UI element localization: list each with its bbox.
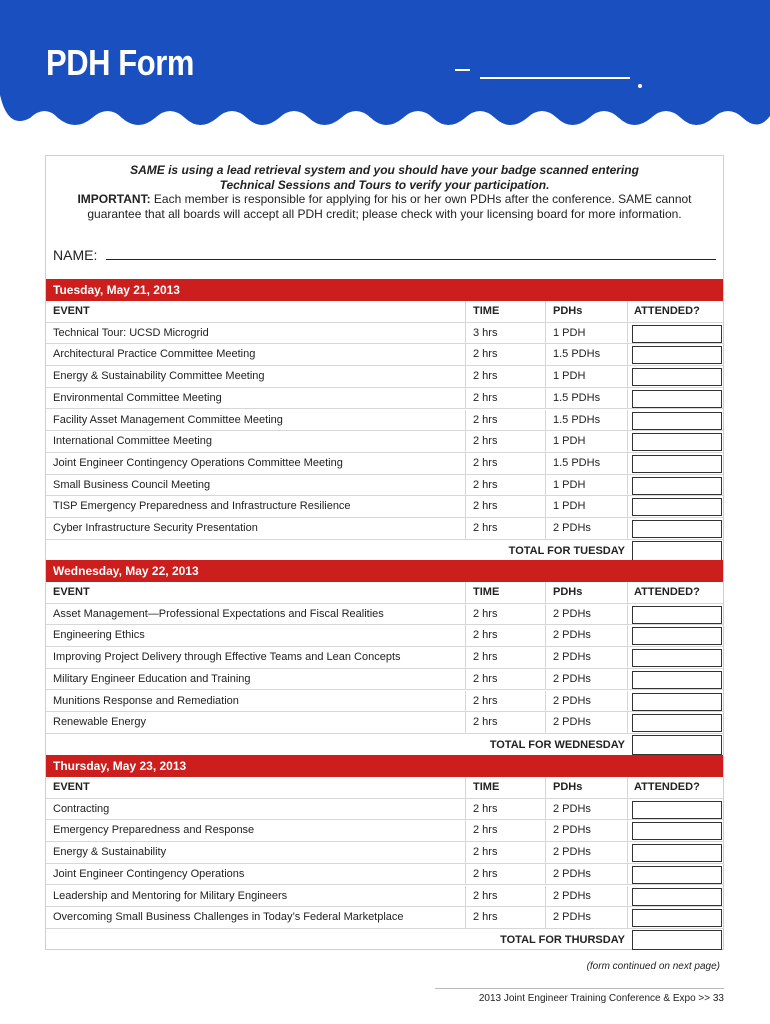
total-row — [46, 540, 723, 562]
attended-checkbox[interactable] — [632, 390, 722, 408]
day-header: Tuesday, May 21, 2013 — [46, 279, 723, 301]
attended-checkbox[interactable] — [632, 866, 722, 884]
table-row — [46, 366, 723, 388]
event-time: 2 hrs — [473, 694, 498, 707]
event-name: Facility Asset Management Committee Meeting — [53, 413, 283, 426]
event-name: International Committee Meeting — [53, 435, 212, 448]
important-text: Each member is responsible for applying for his or her own PDHs after the conference. SAME cannot — [150, 192, 692, 206]
event-name: Energy & Sustainability — [53, 846, 167, 859]
event-pdhs: 1 PDH — [553, 478, 586, 491]
table-row — [46, 820, 723, 842]
event-name: Architectural Practice Committee Meeting — [53, 348, 256, 361]
page-footer: 2013 Joint Engineer Training Conference & Expo >> 33 — [478, 993, 724, 1004]
column-header-row — [46, 582, 723, 604]
table-row — [46, 669, 723, 691]
page-title: PDH Form — [46, 42, 194, 83]
event-time: 2 hrs — [473, 391, 498, 404]
event-time: 2 hrs — [473, 435, 498, 448]
table-row — [46, 647, 723, 669]
event-time: 2 hrs — [473, 522, 498, 534]
event-pdhs: 2 PDHs — [553, 802, 591, 815]
event-pdhs: 1.5 PDHs — [553, 456, 601, 469]
table-row — [46, 799, 723, 821]
event-time: 2 hrs — [473, 629, 498, 642]
event-time: 2 hrs — [473, 478, 498, 491]
total-label: TOTAL FOR TUESDAY — [508, 544, 625, 557]
attended-checkbox[interactable] — [632, 346, 722, 364]
attended-checkbox[interactable] — [632, 520, 722, 538]
table-row — [46, 475, 723, 497]
event-time: 2 hrs — [473, 846, 498, 859]
event-pdhs: 1.5 PDHs — [553, 391, 601, 404]
event-name: Military Engineer Education and Training — [53, 672, 251, 685]
attended-checkbox[interactable] — [632, 844, 722, 862]
event-time: 2 hrs — [473, 802, 498, 815]
table-row — [46, 691, 723, 713]
event-name: Asset Management—Professional Expectations and Fiscal Realities — [53, 607, 384, 620]
col-pdhs: PDHs — [553, 305, 583, 317]
notice-block — [46, 156, 723, 221]
event-time: 2 hrs — [473, 824, 498, 837]
event-time: 2 hrs — [473, 889, 498, 902]
event-name: Contracting — [53, 802, 110, 815]
col-event: EVENT — [53, 781, 90, 793]
event-name: Leadership and Mentoring for Military Engineers — [53, 889, 288, 902]
table-row — [46, 907, 723, 929]
event-time: 2 hrs — [473, 370, 498, 383]
event-time: 3 hrs — [473, 326, 498, 339]
attended-checkbox[interactable] — [632, 671, 722, 689]
attended-checkbox[interactable] — [632, 325, 722, 343]
column-header-row — [46, 301, 723, 323]
total-pdh-field[interactable] — [632, 735, 722, 755]
col-pdhs: PDHs — [553, 586, 583, 598]
event-pdhs: 2 PDHs — [553, 651, 591, 664]
event-name: Improving Project Delivery through Effective Teams and Lean Concepts — [53, 651, 401, 664]
event-time: 2 hrs — [473, 456, 498, 469]
event-pdhs: 2 PDHs — [553, 911, 591, 924]
attended-checkbox[interactable] — [632, 433, 722, 451]
event-time: 2 hrs — [473, 651, 498, 664]
event-time: 2 hrs — [473, 413, 498, 426]
table-row — [46, 410, 723, 432]
attended-checkbox[interactable] — [632, 498, 722, 516]
col-attended: ATTENDED? — [634, 305, 700, 317]
event-name: Emergency Preparedness and Response — [53, 824, 255, 837]
event-name: Cyber Infrastructure Security Presentation — [53, 522, 258, 534]
attended-checkbox[interactable] — [632, 412, 722, 430]
table-row — [46, 864, 723, 886]
col-time: TIME — [473, 781, 500, 793]
event-name: Small Business Council Meeting — [53, 478, 211, 491]
attended-checkbox[interactable] — [632, 714, 722, 732]
event-name: Technical Tour: UCSD Microgrid — [53, 326, 209, 339]
col-pdhs: PDHs — [553, 781, 583, 793]
col-attended: ATTENDED? — [634, 781, 700, 793]
notice-line-4: guarantee that all boards will accept all PDH credit; please check with your licensing board for more information. — [87, 206, 682, 221]
event-time: 2 hrs — [473, 672, 498, 685]
table-row — [46, 712, 723, 734]
column-header-row — [46, 777, 723, 799]
attended-checkbox[interactable] — [632, 822, 722, 840]
event-name: Engineering Ethics — [53, 629, 145, 642]
event-pdhs: 1 PDH — [553, 326, 586, 339]
event-pdhs: 2 PDHs — [553, 694, 591, 707]
event-name: Joint Engineer Contingency Operations Committee Meeting — [53, 456, 343, 469]
table-row — [46, 604, 723, 626]
attended-checkbox[interactable] — [632, 649, 722, 667]
event-name: Energy & Sustainability Committee Meeting — [53, 370, 265, 383]
event-pdhs: 2 PDHs — [553, 867, 591, 880]
event-name: Joint Engineer Contingency Operations — [53, 867, 245, 880]
table-row — [46, 431, 723, 453]
event-name: Overcoming Small Business Challenges in Today’s Federal Marketplace — [53, 911, 404, 924]
col-event: EVENT — [53, 586, 90, 598]
event-time: 2 hrs — [473, 607, 498, 620]
table-row — [46, 453, 723, 475]
col-time: TIME — [473, 586, 500, 598]
event-pdhs: 1 PDH — [553, 500, 586, 513]
attended-checkbox[interactable] — [632, 693, 722, 711]
event-pdhs: 1.5 PDHs — [553, 413, 601, 426]
col-time: TIME — [473, 305, 500, 317]
pdh-form — [45, 155, 724, 950]
event-pdhs: 2 PDHs — [553, 672, 591, 685]
notice-line-1: SAME is using a lead retrieval system and you should have your badge scanned entering — [130, 163, 639, 177]
event-pdhs: 1 PDH — [553, 435, 586, 448]
notice-line-3 — [46, 192, 723, 207]
event-time: 2 hrs — [473, 716, 498, 729]
event-pdhs: 2 PDHs — [553, 716, 591, 729]
total-label: TOTAL FOR THURSDAY — [500, 933, 625, 946]
event-name: Renewable Energy — [53, 716, 146, 729]
day-header: Wednesday, May 22, 2013 — [46, 560, 723, 582]
attended-checkbox[interactable] — [632, 627, 722, 645]
event-pdhs: 1 PDH — [553, 370, 586, 383]
attended-checkbox[interactable] — [632, 909, 722, 927]
total-row — [46, 929, 723, 951]
event-pdhs: 2 PDHs — [553, 889, 591, 902]
event-time: 2 hrs — [473, 911, 498, 924]
day-header: Thursday, May 23, 2013 — [46, 755, 723, 777]
attended-checkbox[interactable] — [632, 801, 722, 819]
header-banner — [0, 0, 770, 135]
event-pdhs: 2 PDHs — [553, 607, 591, 620]
attended-checkbox[interactable] — [632, 368, 722, 386]
table-row — [46, 344, 723, 366]
event-pdhs: 2 PDHs — [553, 846, 591, 859]
attended-checkbox[interactable] — [632, 606, 722, 624]
table-row — [46, 625, 723, 647]
footer-rule — [435, 988, 724, 989]
col-attended: ATTENDED? — [634, 586, 700, 598]
event-time: 2 hrs — [473, 867, 498, 880]
name-field[interactable] — [106, 259, 716, 260]
total-row — [46, 734, 723, 756]
important-label: IMPORTANT: — [77, 192, 151, 206]
event-pdhs: 2 PDHs — [553, 629, 591, 642]
attended-checkbox[interactable] — [632, 455, 722, 473]
col-event: EVENT — [53, 305, 90, 317]
attended-checkbox[interactable] — [632, 888, 722, 906]
table-row — [46, 496, 723, 518]
event-pdhs: 2 PDHs — [553, 824, 591, 837]
name-label: NAME: — [53, 247, 98, 263]
table-row — [46, 842, 723, 864]
table-row — [46, 323, 723, 345]
event-name: Munitions Response and Remediation — [53, 694, 239, 707]
event-name: Environmental Committee Meeting — [53, 391, 222, 404]
total-label: TOTAL FOR WEDNESDAY — [489, 738, 625, 751]
table-row — [46, 518, 723, 540]
event-time: 2 hrs — [473, 348, 498, 361]
event-pdhs: 1.5 PDHs — [553, 348, 601, 361]
table-row — [46, 886, 723, 908]
notice-line-2: Technical Sessions and Tours to verify your participation. — [219, 177, 550, 192]
event-name: TISP Emergency Preparedness and Infrastructure Resilience — [53, 500, 351, 513]
event-time: 2 hrs — [473, 500, 498, 513]
total-pdh-field[interactable] — [632, 541, 722, 561]
event-pdhs: 2 PDHs — [553, 522, 591, 534]
table-row — [46, 388, 723, 410]
total-pdh-field[interactable] — [632, 930, 722, 950]
continued-note: (form continued on next page) — [586, 961, 720, 972]
attended-checkbox[interactable] — [632, 477, 722, 495]
